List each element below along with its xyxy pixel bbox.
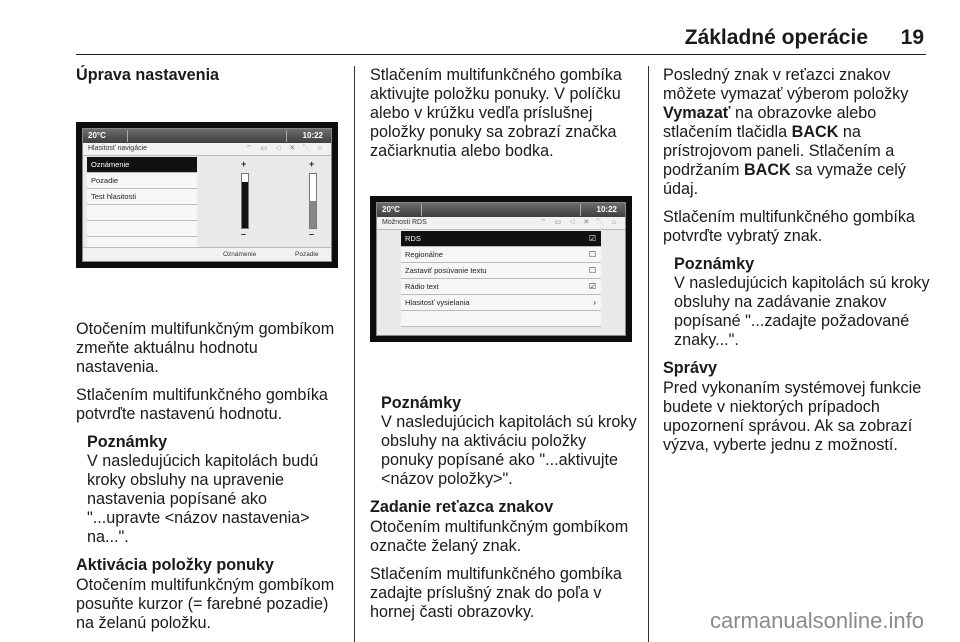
status-icons: ⌔ ▭ ◁ ✕ ↖ ⌂: [245, 145, 325, 152]
slider-pozadie[interactable]: [309, 173, 317, 229]
screen-title-bar: [377, 217, 625, 230]
chevron-right-icon: ›: [593, 298, 596, 307]
column-divider: [648, 66, 649, 642]
paragraph: Stlačením multifunkčného gombíka aktivujte položku ponuky. V políčku alebo v krúžku vedľa príslušnej položky ponuky sa zobrazí značka začiarknutia alebo bodka.: [370, 66, 622, 160]
menu-item-empty: [87, 221, 197, 237]
section-heading-zadanie: Zadanie reťazca znakov: [370, 498, 554, 516]
note-text: V nasledujúcich kapitolách sú kroky obsluhy na aktiváciu položky ponuky popísané ako "...aktivujte <názov položky>".: [381, 413, 637, 488]
status-bar: [377, 203, 625, 217]
menu-item-empty: [401, 311, 601, 327]
note-text: V nasledujúcich kapitolách budú kroky obsluhy na upravenie nastavenia popísané ako "...upravte <názov nastavenia> na...".: [87, 452, 319, 546]
watermark: carmanualsonline.info: [709, 608, 924, 633]
screen-menu: [87, 157, 197, 253]
screen-display: [376, 202, 626, 336]
paragraph: Otočením multifunkčným gombíkom označte želaný znak.: [370, 518, 629, 555]
checkbox-icon: ☐: [588, 250, 596, 259]
menu-item-oznamenie[interactable]: Oznámenie: [87, 157, 197, 173]
column-3: [663, 66, 935, 464]
screen-display: [82, 128, 332, 262]
note-box: [76, 433, 344, 547]
menu-item-pozadie[interactable]: Pozadie: [87, 173, 197, 189]
screen-title-bar: [83, 143, 331, 156]
column-2-body: [370, 394, 638, 631]
checkbox-checked-icon: ☑: [588, 234, 596, 243]
section-heading-spravy: Správy: [663, 359, 717, 377]
paragraph: Otočením multifunkčným gombíkom posuňte kurzor (= farebné pozadie) na želanú položku.: [76, 576, 335, 632]
screenshot-volume-settings: [76, 122, 338, 268]
paragraph: Stlačením multifunkčného gombíka potvrďte vybratý znak.: [663, 208, 915, 245]
note-text: V nasledujúcich kapitolách sú kroky obsluhy na zadávanie znakov popísané "...zadajte požadované znaky...".: [674, 274, 930, 349]
paragraph: Pred vykonaním systémovej funkcie budete v niektorých prípadoch upozornení správou. Ak sa zobrazí výzva, vyberte jednu z možností.: [663, 379, 922, 454]
screen-bottom-bar: [83, 247, 331, 261]
section-heading-uprava: Úprava nastavenia: [76, 66, 220, 84]
minus-icon: –: [309, 229, 315, 239]
clock-readout: 10:22: [596, 205, 617, 214]
menu-item-test-hlasitosti[interactable]: Test hlasitosti: [87, 189, 197, 205]
paragraph: Posledný znak v reťazci znakov môžete vymazať výberom položky Vymazať na obrazovke alebo stlačením tlačidla BACK na prístrojovom paneli. Stlačením a podržaním BACK sa vymaže celý údaj.: [663, 66, 909, 198]
paragraph: Stlačením multifunkčného gombíka zadajte príslušný znak do poľa v hornej časti obrazovky.: [370, 565, 622, 621]
note-heading: Poznámky: [674, 255, 755, 273]
status-bar: [83, 129, 331, 143]
checkbox-icon: ☐: [588, 266, 596, 275]
note-heading: Poznámky: [87, 433, 168, 451]
plus-icon: +: [241, 159, 247, 169]
paragraph: Otočením multifunkčným gombíkom zmeňte aktuálnu hodnotu nastavenia.: [76, 320, 335, 376]
temperature-readout: 20°C: [382, 205, 400, 214]
note-box: [370, 394, 638, 489]
menu-item-regionalne[interactable]: Regionálne ☐: [401, 247, 601, 263]
checkbox-checked-icon: ☑: [588, 282, 596, 291]
clock-readout: 10:22: [302, 131, 323, 140]
minus-icon: –: [241, 229, 247, 239]
note-box: [663, 255, 935, 350]
slider-label-oznamenie: Oznámenie: [223, 251, 257, 258]
menu-item-rds[interactable]: RDS ☑: [401, 231, 601, 247]
column-1-body: [76, 320, 344, 642]
slider-oznamenie[interactable]: [241, 173, 249, 229]
menu-item-zastavit-posuvanie[interactable]: Zastaviť posúvanie textu ☐: [401, 263, 601, 279]
header-rule: [76, 54, 926, 55]
section-heading-aktivacia: Aktivácia položky ponuky: [76, 556, 274, 574]
note-heading: Poznámky: [381, 394, 462, 412]
menu-item-radio-text[interactable]: Rádio text ☑: [401, 279, 601, 295]
page-number: 19: [900, 26, 924, 49]
menu-item-empty: [87, 205, 197, 221]
screen-title: Možnosti RDS: [382, 219, 427, 226]
column-2: [370, 66, 638, 170]
screen-menu: [401, 231, 601, 327]
screen-title: Hlasitosť navigácie: [88, 145, 148, 152]
plus-icon: +: [309, 159, 315, 169]
column-1: [76, 66, 344, 86]
status-icons: ⌔ ▭ ◁ ✕ ↖ ⌂: [539, 219, 619, 226]
temperature-readout: 20°C: [88, 131, 106, 140]
menu-item-hlasitost-vysielania[interactable]: Hlasitosť vysielania ›: [401, 295, 601, 311]
slider-label-pozadie: Pozadie: [295, 251, 319, 258]
page-header-title: Základné operácie: [684, 26, 868, 49]
screenshot-rds-options: [370, 196, 632, 342]
column-divider: [354, 66, 355, 642]
paragraph: Stlačením multifunkčného gombíka potvrďte nastavenú hodnotu.: [76, 386, 328, 423]
